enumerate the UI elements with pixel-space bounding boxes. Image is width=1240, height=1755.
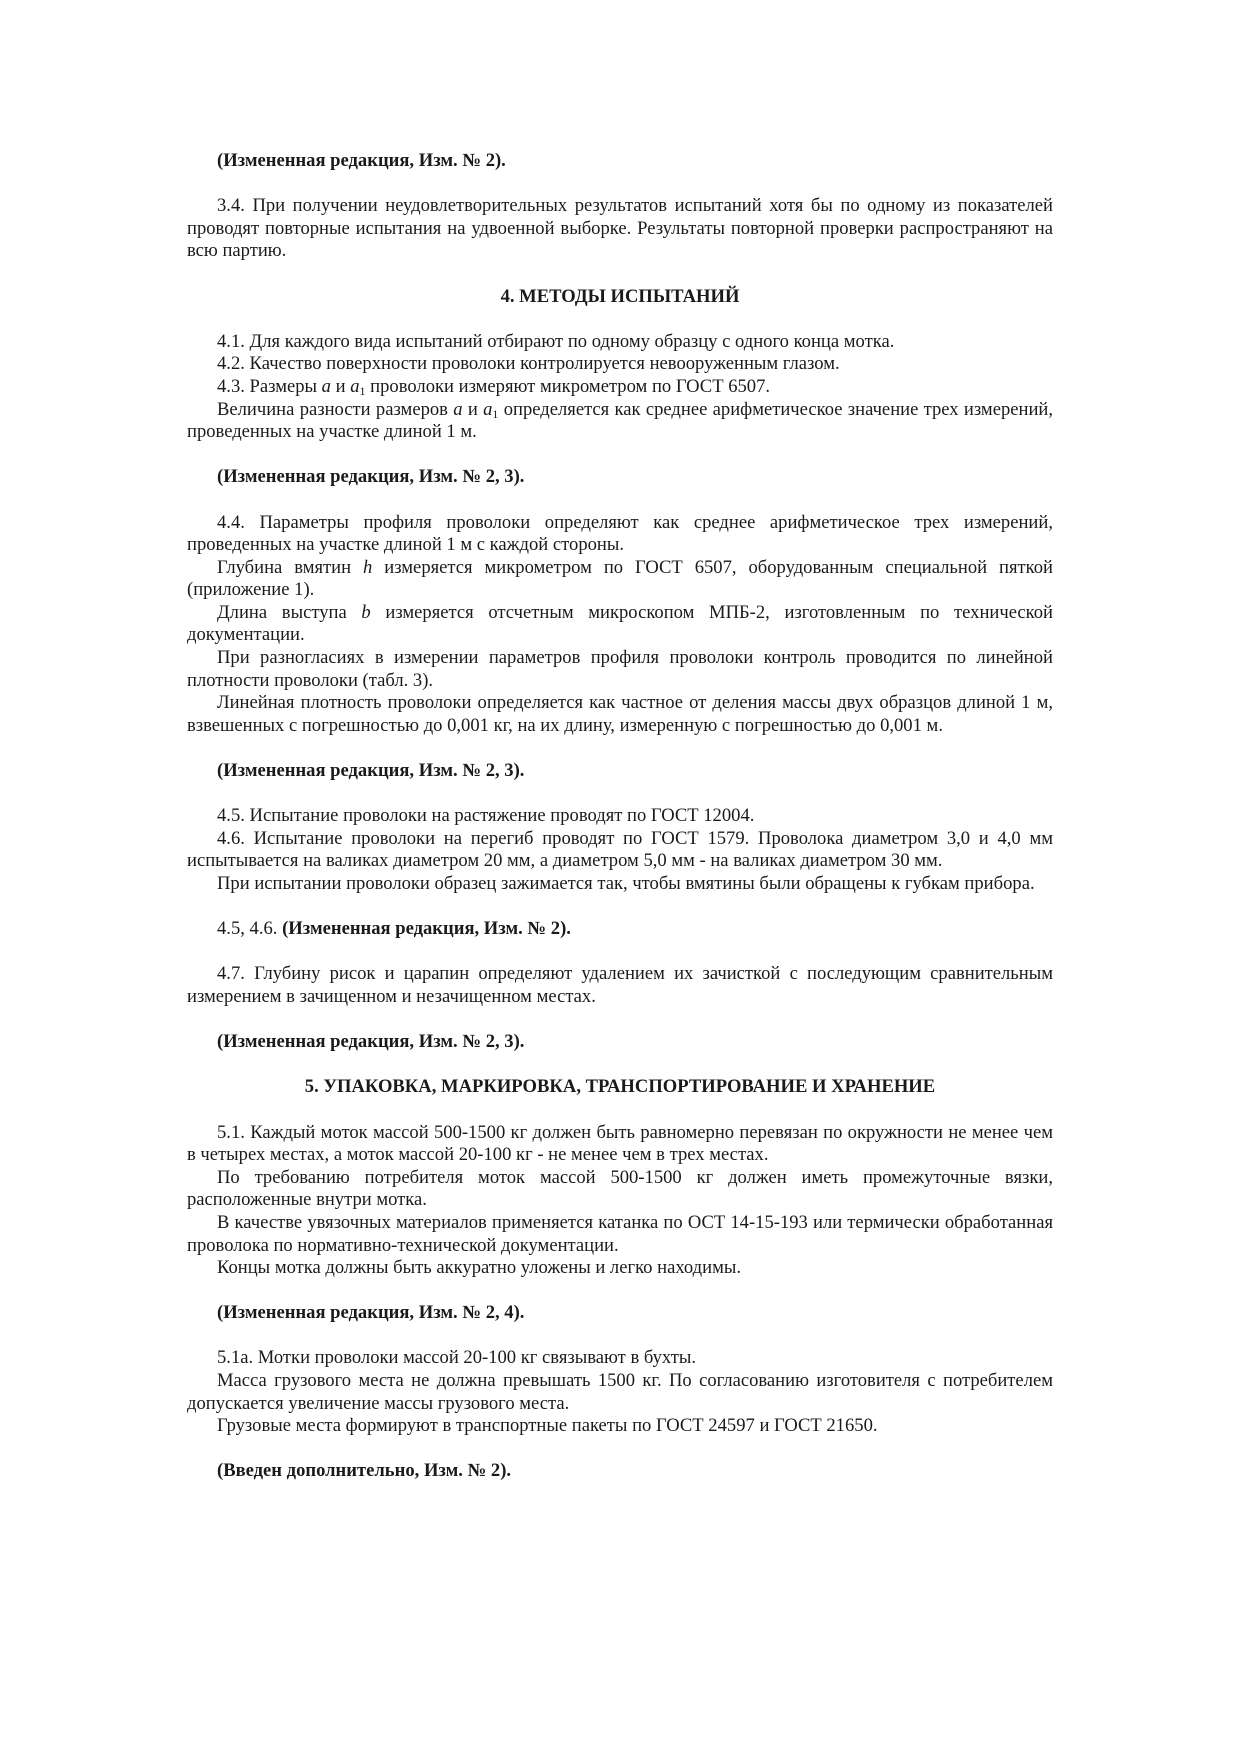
paragraph-5-1-ties: По требованию потребителя моток массой 500-1500 кг должен иметь промежуточные вязки, расположенные внутри мотка. [187, 1166, 1053, 1211]
paragraph-5-1-ends: Концы мотка должны быть аккуратно уложены и легко находимы. [217, 1257, 741, 1279]
paragraph-5-1a: 5.1а. Мотки проволоки массой 20-100 кг связывают в бухты. [217, 1347, 697, 1369]
amendment-note: (Измененная редакция, Изм. № 2, 3). [217, 466, 525, 488]
paragraph-5-1a-mass: Масса грузового места не должна превышать 1500 кг. По согласованию изготовителя с потребителем допускается увеличение массы грузового места. [187, 1370, 1053, 1414]
paragraph-4-2: 4.2. Качество поверхности проволоки контролируется невооруженным глазом. [217, 353, 840, 375]
paragraph-4-4-depth: Глубина вмятин h измеряется микрометром по ГОСТ 6507, оборудованным специальной пяткой (приложение 1). [187, 556, 1054, 601]
paragraph-4-4-length: Длина выступа b измеряется отсчетным микроскопом МПБ-2, изготовленным по технической документации. [187, 601, 1053, 646]
amendment-note: (Измененная редакция, Изм. № 2, 3). [217, 1031, 525, 1053]
paragraph-5-1-materials: В качестве увязочных материалов применяется катанка по ОСТ 14-15-193 или термически обработанная проволока по нормативно-технической документации. [187, 1211, 1053, 1256]
paragraph-4-5: 4.5. Испытание проволоки на растяжение проводят по ГОСТ 12004. [217, 805, 755, 827]
paragraph-4-4-disputes: При разногласиях в измерении параметров профиля проволоки контроль проводится по линейной плотности проволоки (табл. 3). [187, 647, 1053, 691]
paragraph-4-3: 4.3. Размеры a и $a_1$ проволоки измеряют микрометром по ГОСТ 6507. [217, 375, 771, 398]
amendment-note: (Введен дополнительно, Изм. № 2). [217, 1460, 512, 1482]
paragraph-4-3-difference: Величина разности размеров a и $a_1$ определяется как среднее арифметическое значение трех измерений, проведенных на участке длиной 1 м. [187, 398, 1054, 443]
amendment-note: (Измененная редакция, Изм. № 2). [217, 150, 506, 171]
section-heading-5: 5. УПАКОВКА, МАРКИРОВКА, ТРАНСПОРТИРОВАНИЕ И ХРАНЕНИЕ [304, 1076, 936, 1098]
paragraph-5-1: 5.1. Каждый моток массой 500-1500 кг должен быть равномерно перевязан по окружности не менее чем в четырех местах, а моток массой 20-100 кг - не менее чем в трех местах. [187, 1121, 1053, 1166]
paragraph-5-1a-packages: Грузовые места формируют в транспортные пакеты по ГОСТ 24597 и ГОСТ 21650. [217, 1415, 878, 1437]
paragraph-4-4-density: Линейная плотность проволоки определяется как частное от деления массы двух образцов длиной 1 м, взвешенных с погрешностью до 0,001 кг, на их длину, измеренную с погрешностью до 0,001 м. [187, 692, 1053, 736]
section-heading-4: 4. МЕТОДЫ ИСПЫТАНИЙ [500, 285, 740, 307]
paragraph-4-7: 4.7. Глубину рисок и царапин определяют удалением их зачисткой с последующим сравнительным измерением в зачищенном и незачищенном местах. [187, 963, 1053, 1007]
paragraph-3-4: 3.4. При получении неудовлетворительных результатов испытаний хотя бы по одному из показателей проводят повторные испытания на удвоенной выборке. Результаты повторной проверки распространяют на всю партию. [187, 195, 1053, 262]
paragraph-4-6-clamp: При испытании проволоки образец зажимается так, чтобы вмятины были обращены к губкам прибора. [217, 873, 1035, 894]
paragraph-4-6: 4.6. Испытание проволоки на перегиб проводят по ГОСТ 1579. Проволока диаметром 3,0 и 4,0 мм испытывается на валиках диаметром 20 мм, а диаметром 5,0 мм - на валиках диаметром 30 мм. [187, 827, 1053, 872]
amendment-note-4-5-4-6: 4.5, 4.6. (Измененная редакция, Изм. № 2). [217, 918, 571, 940]
paragraph-4-4: 4.4. Параметры профиля проволоки определяют как среднее арифметическое трех измерений, проведенных на участке длиной 1 м с каждой стороны. [187, 511, 1053, 556]
amendment-note: (Измененная редакция, Изм. № 2, 3). [217, 760, 525, 782]
amendment-note: (Измененная редакция, Изм. № 2, 4). [217, 1302, 525, 1324]
paragraph-4-1: 4.1. Для каждого вида испытаний отбирают по одному образцу с одного конца мотка. [217, 330, 895, 352]
